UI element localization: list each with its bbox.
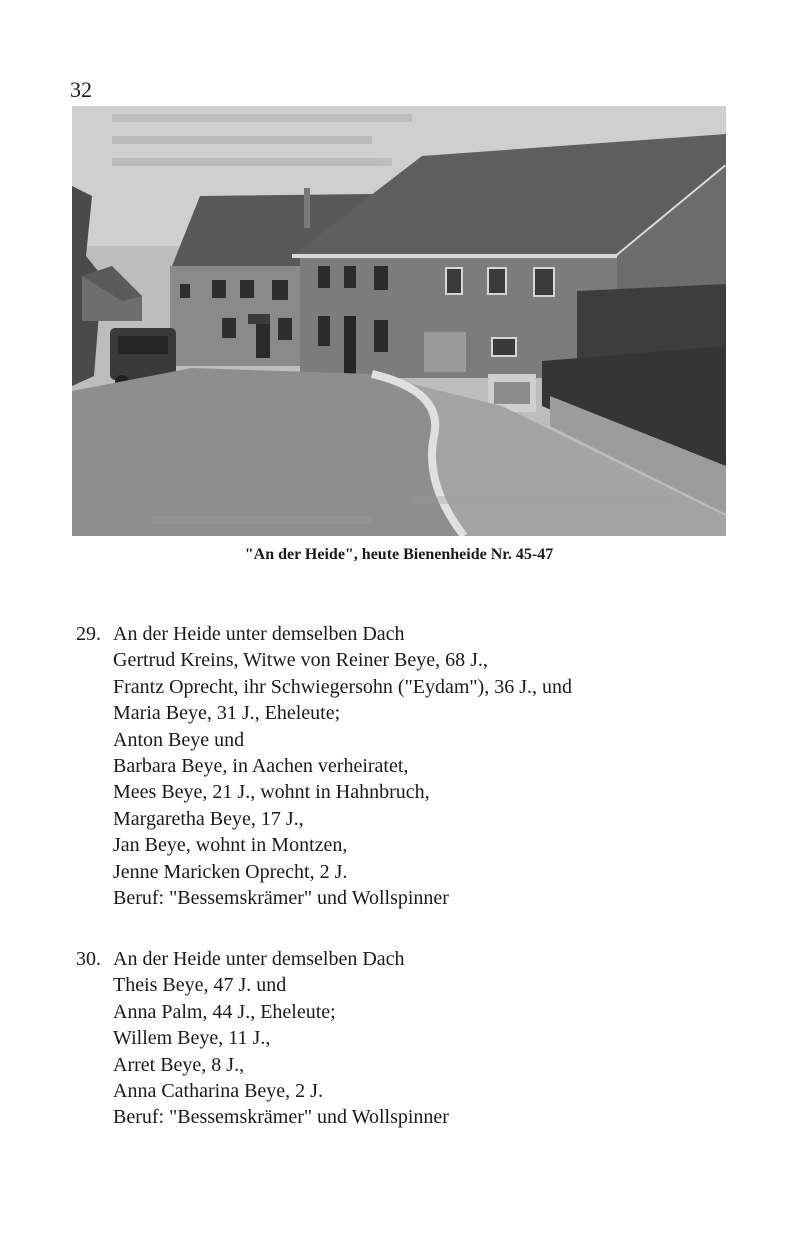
entry-lines [113, 621, 726, 911]
page-number: 32 [70, 77, 92, 102]
entry-number: 30. [76, 948, 101, 970]
entry-line: Anna Palm, 44 J., Eheleute; [113, 1000, 336, 1023]
entry-line: Anton Beye und [113, 728, 245, 751]
photo-icon [72, 106, 726, 536]
household-entry-29 [76, 621, 726, 911]
entry-line: Gertrud Kreins, Witwe von Reiner Beye, 68 J., [113, 649, 488, 672]
entry-line: Frantz Oprecht, ihr Schwiegersohn ("Eydam"), 36 J., und [113, 675, 573, 698]
entry-line: Anna Catharina Beye, 2 J. [113, 1080, 323, 1103]
entry-line: An der Heide unter demselben Dach [113, 948, 405, 970]
entry-lines [113, 946, 726, 1131]
household-entry-30 [76, 946, 726, 1131]
entry-line: Maria Beye, 31 J., Eheleute; [113, 702, 341, 725]
house-photo [72, 106, 726, 536]
entry-line: Jenne Maricken Oprecht, 2 J. [113, 860, 348, 883]
entry-line: Jan Beye, wohnt in Montzen, [113, 834, 348, 857]
entry-line: Margaretha Beye, 17 J., [113, 807, 304, 830]
entry-number: 29. [76, 623, 101, 645]
entry-line: Arret Beye, 8 J., [113, 1053, 245, 1076]
entry-line: Willem Beye, 11 J., [113, 1027, 271, 1050]
entry-line: Beruf: "Bessemskrämer" und Wollspinner [113, 1106, 449, 1129]
entry-line: Barbara Beye, in Aachen verheiratet, [113, 755, 409, 778]
entry-line: Beruf: "Bessemskrämer" und Wollspinner [113, 887, 449, 910]
entry-line: Mees Beye, 21 J., wohnt in Hahnbruch, [113, 781, 430, 804]
entry-line: An der Heide unter demselben Dach [113, 623, 405, 645]
entry-line: Theis Beye, 47 J. und [113, 974, 287, 997]
photo-caption: "An der Heide", heute Bienenheide Nr. 45-47 [244, 546, 554, 563]
